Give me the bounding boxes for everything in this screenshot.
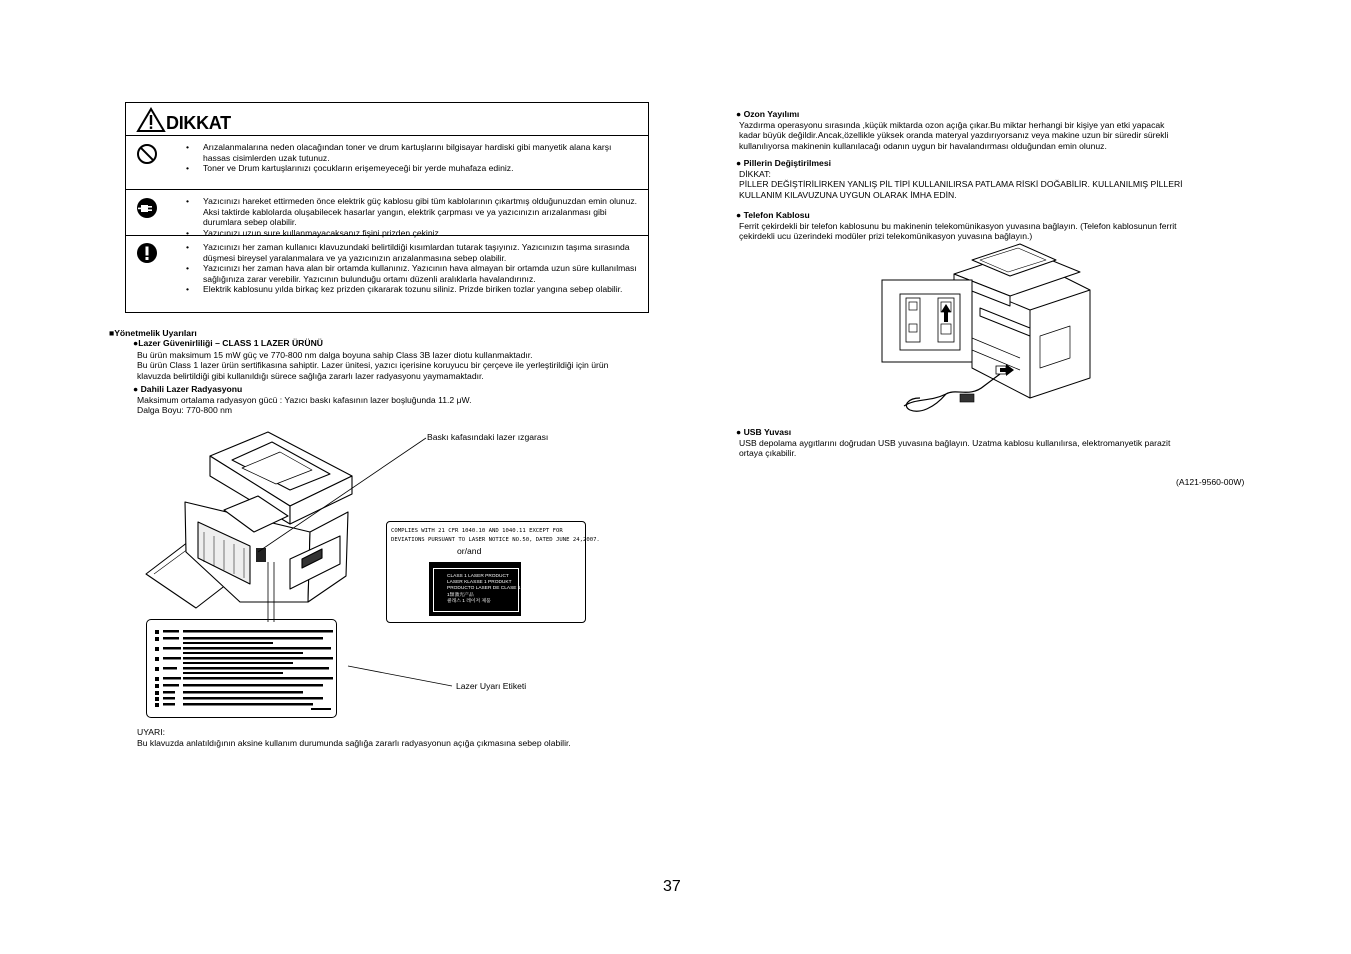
page-number: 37	[663, 878, 681, 895]
document-code: (A121-9560-00W)	[1176, 477, 1245, 487]
caution-row-prohibition	[126, 136, 648, 190]
caution-list	[186, 196, 641, 238]
compliance-label	[386, 521, 600, 623]
internal-laser-text: Maksimum ortalama radyasyon gücü : Yazıcı baskı kafasının lazer boşluğunda 11.2 μW. Dalga Boyu: 770-800 nm	[137, 395, 472, 416]
mandatory-icon	[136, 242, 158, 264]
warning-triangle-icon	[136, 107, 166, 133]
callout-warning-label: Lazer Uyarı Etiketi	[456, 681, 527, 691]
list-item: • Elektrik kablosunu yılda birkaç kez prizden çıkararak tozunu siliniz. Prizde biriken tozlar yangına sebep olabilir.	[186, 284, 641, 295]
compliance-text: COMPLIES WITH 21 CFR 1040.10 AND 1040.11 EXCEPT FOR DEVIATIONS PURSUANT TO LASER NOTICE NO.50, DATED JUNE 24,2007.	[391, 528, 600, 543]
callout-grating-label: Baskı kafasındaki lazer ızgarası	[427, 432, 549, 442]
phone-cable-illustration	[880, 238, 1100, 423]
unplug-icon	[136, 197, 158, 219]
caution-box	[125, 102, 649, 313]
list-item: • Toner ve Drum kartuşlarınızı çocukların erişemeyeceği bir yerde muhafaza ediniz.	[186, 163, 641, 174]
warning-title: UYARI:	[137, 727, 166, 737]
battery-text: DİKKAT: PİLLER DEĞİŞTİRİLİRKEN YANLIŞ PİL TİPİ KULLANILIRSA PATLAMA RİSKİ DOĞABİLİR. KULLANILMIŞ PİLLERİ KULLANIM KILAVUZUNA UYGUN OLARAK İMHA EDİN.	[739, 169, 1183, 200]
class1-text: CLASS 1 LASER PRODUCT LASER KLASSE 1 PRODUKT PRODUCTO LASER DE CLASE 1 1類激光产品 클래스 1 레이저 제품	[447, 574, 521, 604]
caution-list	[186, 242, 641, 295]
laser-warning-label	[146, 619, 337, 718]
usb-text: USB depolama aygıtlarını doğrudan USB yuvasına bağlayın. Uzatma kablosu kullanılırsa, elektromanyetik parazit ortaya çıkabilir.	[739, 438, 1171, 459]
caution-row-unplug	[126, 190, 648, 236]
internal-laser-title: ● Dahili Lazer Radyasyonu	[133, 384, 243, 394]
warning-text: Bu klavuzda anlatıldığının aksine kullanım durumunda sağlığa zararlı radyasyonun açığa çıkmasına sebep olabilir.	[137, 738, 571, 748]
laser-safety-title: ●Lazer Güvenirliliği – CLASS 1 LAZER ÜRÜNÜ	[133, 338, 323, 348]
caution-header	[126, 103, 648, 136]
phone-title: ● Telefon Kablosu	[736, 210, 810, 220]
ozone-text: Yazdırma operasyonu sırasında ,küçük miktarda ozon açığa çıkar.Bu miktar herhangi bir kişiye yan etki yapacak kadar büyük değildir.Ancak,özellikle yüksek oranda materyal yazdırıyorsanız veya makine uzun bir süredir sürekli kullanılıyorsa makinenin kullanılacağı odanın uygun bir havalandırması olduğundan emin olunuz.	[739, 120, 1169, 151]
class1-badge	[429, 562, 521, 616]
list-item: • Yazıcınızı hareket ettirmeden önce elektrik güç kablosu gibi tüm kablolarının çıkartmış olduğunuzdan emin olunuz. Aksi taktirde kablolarda oluşabilecek hasarlar yangın, elektrik çarpması ve ya yazıcınızın arızalanması gibi durumlara sebep olabilir.	[186, 196, 641, 228]
regulations-heading: ■Yönetmelik Uyarıları	[109, 328, 197, 338]
or-and-text: or/and	[457, 546, 482, 556]
caution-title: DIKKAT	[166, 113, 231, 133]
phone-text: Ferrit çekirdekli bir telefon kablosunu bu makinenin telekomünikasyon yuvasına bağlayın. (Telefon kablosunun ferrit çekirdekli ucu üzerindeki modüler prizi telekomünikasyon yuvasına bağlayın.)	[739, 221, 1177, 242]
caution-list	[186, 142, 641, 174]
ozone-title: ● Ozon Yayılımı	[736, 109, 800, 119]
list-item: • Yazıcınızı her zaman hava alan bir ortamda kullanınız. Yazıcının hava almayan bir ortamda uzun süre kullanılması sağlığınıza zarar verebilir. Yazıcının bulunduğu ortamı düzenli aralıklarla havalandırınız.	[186, 263, 641, 284]
list-item: • Arızalanmalarına neden olacağından toner ve drum kartuşlarını bilgisayar hardiski gibi manyetik alana karşı hassas cisimlerden uzak tutunuz.	[186, 142, 641, 163]
prohibition-icon	[136, 143, 158, 165]
battery-title: ● Pillerin Değiştirilmesi	[736, 158, 831, 168]
laser-safety-text: Bu ürün maksimum 15 mW güç ve 770-800 nm dalga boyuna sahip Class 3B lazer diotu kullanmaktadır. Bu ürün Class 1 lazer ürün sertifikasına sahiptir. Lazer ünitesi, yazıcı içerisine koruyucu bir çerçeve ile yerleştirildiği için ürün klavuzda belirtildiği gibi kullanıldığı sürece sağlığa zararlı lazer radyasyonu yaymamaktadır.	[137, 350, 609, 381]
caution-row-mandatory	[126, 236, 648, 312]
list-item: • Yazıcınızı her zaman kullanıcı klavuzundaki belirtildiği kısımlardan tutarak taşıyınız. Yazıcınızın taşıma sırasında düşmesi bireysel yaralanmalara ve ya yazıcınızın arızalanmasına sebep olabilir.	[186, 242, 641, 263]
list-item: • Yazıcınızı uzun sure kullanmayacaksanız fişini prizden çekiniz.	[186, 228, 641, 239]
usb-title: ● USB Yuvası	[736, 427, 792, 437]
